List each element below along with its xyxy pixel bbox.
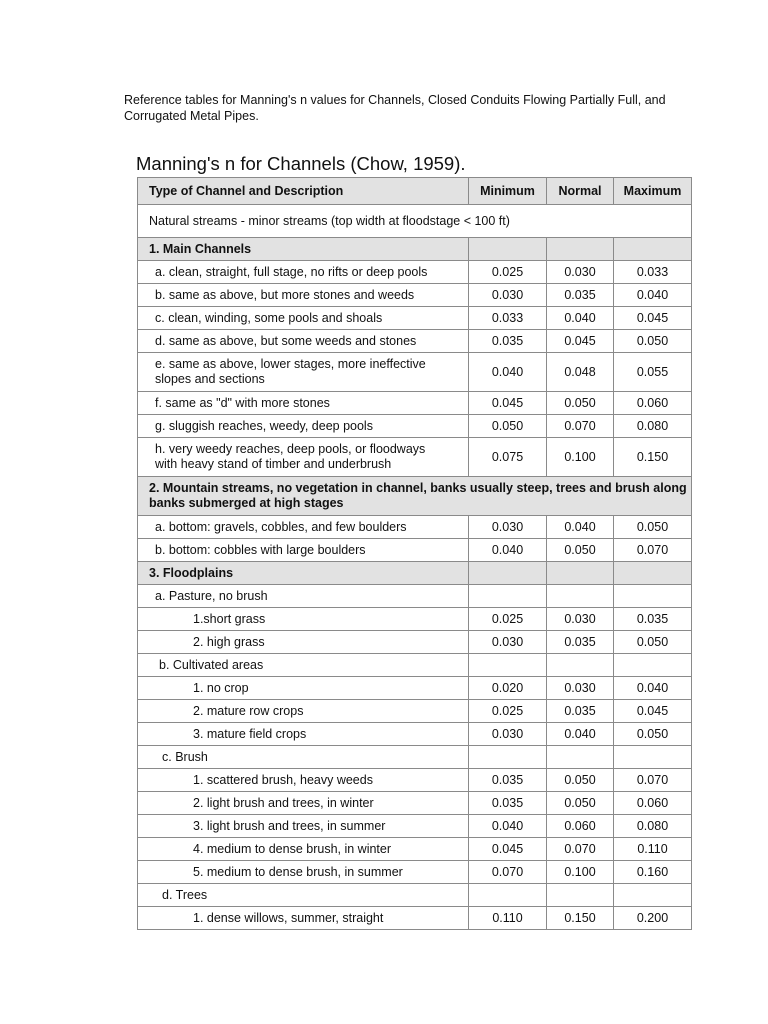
table-row xyxy=(138,792,692,815)
row-minimum: 0.025 xyxy=(469,261,547,284)
section-heading-line2: banks submerged at high stages xyxy=(149,496,344,510)
section-heading xyxy=(138,477,692,516)
row-normal: 0.060 xyxy=(547,815,614,838)
table-header-row xyxy=(138,178,692,205)
row-description-line2: slopes and sections xyxy=(155,372,265,386)
row-maximum: 0.160 xyxy=(614,861,692,884)
row-description: 2. mature row crops xyxy=(138,700,469,723)
row-description: d. same as above, but some weeds and stones xyxy=(138,330,469,353)
row-normal: 0.150 xyxy=(547,907,614,930)
table-row xyxy=(138,415,692,438)
row-minimum: 0.030 xyxy=(469,631,547,654)
row-maximum: 0.150 xyxy=(614,438,692,477)
intro-paragraph: Reference tables for Manning's n values for Channels, Closed Conduits Flowing Partially Full, and Corrugated Metal Pipes. xyxy=(124,93,666,123)
row-description: 4. medium to dense brush, in winter xyxy=(138,838,469,861)
row-normal: 0.035 xyxy=(547,284,614,307)
table-row xyxy=(138,815,692,838)
row-maximum: 0.080 xyxy=(614,815,692,838)
section-row-mountain-streams xyxy=(138,477,692,516)
row-maximum: 0.050 xyxy=(614,631,692,654)
row-maximum: 0.045 xyxy=(614,700,692,723)
row-normal: 0.050 xyxy=(547,539,614,562)
row-minimum: 0.033 xyxy=(469,307,547,330)
row-normal: 0.048 xyxy=(547,353,614,392)
table-row xyxy=(138,608,692,631)
row-description: 5. medium to dense brush, in summer xyxy=(138,861,469,884)
row-maximum: 0.033 xyxy=(614,261,692,284)
row-description-line2: with heavy stand of timber and underbrush xyxy=(155,457,392,471)
row-normal: 0.045 xyxy=(547,330,614,353)
row-description: a. bottom: gravels, cobbles, and few boulders xyxy=(138,516,469,539)
column-header-maximum: Maximum xyxy=(614,178,692,205)
row-description: 1. no crop xyxy=(138,677,469,700)
row-maximum: 0.080 xyxy=(614,415,692,438)
table-row xyxy=(138,861,692,884)
row-minimum: 0.040 xyxy=(469,353,547,392)
row-minimum: 0.020 xyxy=(469,677,547,700)
table-row xyxy=(138,392,692,415)
subgroup-row-brush xyxy=(138,746,692,769)
row-normal: 0.070 xyxy=(547,415,614,438)
row-minimum: 0.030 xyxy=(469,723,547,746)
section-heading: 3. Floodplains xyxy=(138,562,469,585)
table-row xyxy=(138,723,692,746)
row-minimum: 0.070 xyxy=(469,861,547,884)
row-normal: 0.050 xyxy=(547,769,614,792)
row-description: b. bottom: cobbles with large boulders xyxy=(138,539,469,562)
row-normal: 0.035 xyxy=(547,700,614,723)
row-normal: 0.100 xyxy=(547,438,614,477)
table-row xyxy=(138,769,692,792)
subgroup-label: d. Trees xyxy=(138,884,469,907)
section-row-main-channels xyxy=(138,238,692,261)
table-row xyxy=(138,907,692,930)
row-maximum: 0.060 xyxy=(614,392,692,415)
row-description: 3. mature field crops xyxy=(138,723,469,746)
column-header-minimum: Minimum xyxy=(469,178,547,205)
natural-streams-label: Natural streams - minor streams (top width at floodstage < 100 ft) xyxy=(138,205,692,238)
row-maximum: 0.045 xyxy=(614,307,692,330)
row-minimum: 0.050 xyxy=(469,415,547,438)
row-minimum: 0.035 xyxy=(469,330,547,353)
subgroup-label: a. Pasture, no brush xyxy=(138,585,469,608)
row-minimum: 0.025 xyxy=(469,608,547,631)
row-normal: 0.040 xyxy=(547,307,614,330)
row-minimum: 0.045 xyxy=(469,838,547,861)
row-maximum: 0.050 xyxy=(614,723,692,746)
row-maximum: 0.110 xyxy=(614,838,692,861)
subgroup-label: b. Cultivated areas xyxy=(138,654,469,677)
row-normal: 0.050 xyxy=(547,792,614,815)
row-description: 1. scattered brush, heavy weeds xyxy=(138,769,469,792)
row-minimum: 0.035 xyxy=(469,769,547,792)
row-maximum: 0.040 xyxy=(614,284,692,307)
section-heading: 1. Main Channels xyxy=(138,238,469,261)
table-row xyxy=(138,438,692,477)
row-minimum: 0.045 xyxy=(469,392,547,415)
column-header-normal: Normal xyxy=(547,178,614,205)
row-maximum: 0.200 xyxy=(614,907,692,930)
row-maximum: 0.070 xyxy=(614,539,692,562)
row-minimum: 0.025 xyxy=(469,700,547,723)
row-maximum: 0.070 xyxy=(614,769,692,792)
row-description: g. sluggish reaches, weedy, deep pools xyxy=(138,415,469,438)
row-maximum: 0.040 xyxy=(614,677,692,700)
row-normal: 0.100 xyxy=(547,861,614,884)
subgroup-label: c. Brush xyxy=(138,746,469,769)
mannings-n-table xyxy=(137,177,692,930)
row-normal: 0.040 xyxy=(547,723,614,746)
table-row xyxy=(138,838,692,861)
subgroup-row-pasture xyxy=(138,585,692,608)
row-normal: 0.030 xyxy=(547,677,614,700)
row-description xyxy=(138,438,469,477)
column-header-description: Type of Channel and Description xyxy=(138,178,469,205)
table-row xyxy=(138,307,692,330)
section-row-floodplains xyxy=(138,562,692,585)
table-row xyxy=(138,330,692,353)
section-heading-line1: 2. Mountain streams, no vegetation in channel, banks usually steep, trees and brush along xyxy=(149,481,687,495)
row-minimum: 0.030 xyxy=(469,516,547,539)
table-title: Manning's n for Channels (Chow, 1959). xyxy=(136,153,466,174)
row-minimum: 0.035 xyxy=(469,792,547,815)
table-row xyxy=(138,261,692,284)
row-normal: 0.070 xyxy=(547,838,614,861)
row-normal: 0.035 xyxy=(547,631,614,654)
table-row xyxy=(138,539,692,562)
row-description: 1. dense willows, summer, straight xyxy=(138,907,469,930)
row-description-line1: e. same as above, lower stages, more ineffective xyxy=(155,357,426,371)
row-description: 3. light brush and trees, in summer xyxy=(138,815,469,838)
row-minimum: 0.040 xyxy=(469,539,547,562)
row-normal: 0.030 xyxy=(547,608,614,631)
row-minimum: 0.075 xyxy=(469,438,547,477)
row-maximum: 0.055 xyxy=(614,353,692,392)
row-description: 2. high grass xyxy=(138,631,469,654)
row-description-line1: h. very weedy reaches, deep pools, or floodways xyxy=(155,442,426,456)
row-minimum: 0.110 xyxy=(469,907,547,930)
subgroup-row-cultivated xyxy=(138,654,692,677)
table-row xyxy=(138,700,692,723)
row-description: 1.short grass xyxy=(138,608,469,631)
row-maximum: 0.050 xyxy=(614,330,692,353)
row-description: c. clean, winding, some pools and shoals xyxy=(138,307,469,330)
row-maximum: 0.050 xyxy=(614,516,692,539)
row-maximum: 0.035 xyxy=(614,608,692,631)
row-normal: 0.030 xyxy=(547,261,614,284)
row-normal: 0.050 xyxy=(547,392,614,415)
row-minimum: 0.030 xyxy=(469,284,547,307)
row-normal: 0.040 xyxy=(547,516,614,539)
row-description: b. same as above, but more stones and weeds xyxy=(138,284,469,307)
natural-streams-row xyxy=(138,205,692,238)
table-row xyxy=(138,516,692,539)
row-maximum: 0.060 xyxy=(614,792,692,815)
table-row xyxy=(138,284,692,307)
subgroup-row-trees xyxy=(138,884,692,907)
table-row xyxy=(138,631,692,654)
row-minimum: 0.040 xyxy=(469,815,547,838)
row-description xyxy=(138,353,469,392)
row-description: 2. light brush and trees, in winter xyxy=(138,792,469,815)
table-row xyxy=(138,353,692,392)
row-description: a. clean, straight, full stage, no rifts or deep pools xyxy=(138,261,469,284)
row-description: f. same as "d" with more stones xyxy=(138,392,469,415)
table-row xyxy=(138,677,692,700)
